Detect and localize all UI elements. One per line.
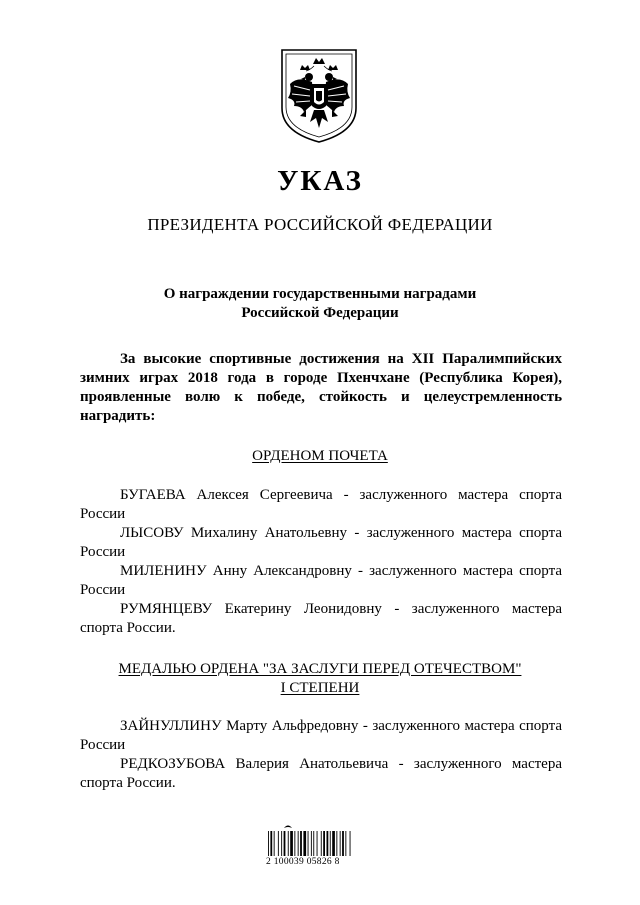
- barcode-bar: [268, 831, 269, 856]
- decree-heading: [0, 285, 640, 323]
- barcode-icon: [266, 822, 366, 878]
- award-title-line: МЕДАЛЬЮ ОРДЕНА "ЗА ЗАСЛУГИ ПЕРЕД ОТЕЧЕСТВОМ": [118, 661, 522, 677]
- barcode-bar: [330, 831, 331, 856]
- barcode-bar: [274, 831, 275, 856]
- barcode-number: 2 100039 05826 8: [266, 857, 340, 867]
- barcode-bar: [350, 831, 351, 856]
- barcode-bar: [342, 831, 344, 856]
- barcode-bar: [278, 831, 279, 856]
- award-section-title: [0, 447, 640, 466]
- barcode-bar: [321, 831, 322, 856]
- award-section-title: [0, 660, 640, 698]
- barcode-bar: [332, 831, 335, 856]
- award-recipient: ЗАЙНУЛЛИНУ Марту Альфредовну - заслуженного мастера спорта России: [80, 718, 562, 753]
- barcode-bar: [327, 831, 329, 856]
- barcode-bar: [313, 831, 314, 856]
- barcode-bar: [308, 831, 309, 856]
- award-recipient: РУМЯНЦЕВУ Екатерину Леонидовну - заслуженного мастера спорта России.: [80, 601, 562, 636]
- barcode-bar: [270, 831, 272, 856]
- barcode-bar: [288, 831, 289, 856]
- barcode-bar: [294, 831, 295, 856]
- barcode-bar: [303, 831, 306, 856]
- document-title: УКАЗ: [277, 165, 363, 197]
- barcode-bar: [311, 831, 312, 856]
- barcode-bar: [298, 831, 299, 856]
- decree-intro-paragraph: [80, 350, 562, 426]
- award-recipient: БУГАЕВА Алексея Сергеевича - заслуженного мастера спорта России: [80, 487, 562, 522]
- decree-intro-text: За высокие спортивные достижения на XII Паралимпийских зимних играх 2018 года в городе Пхенчхане (Республика Корея), проявленные волю к победе, стойкость и целеустремленность наградить:: [80, 351, 562, 424]
- award-list: [80, 486, 562, 638]
- barcode-bar: [323, 831, 325, 856]
- barcode-bar: [336, 831, 337, 856]
- document-subtitle: ПРЕЗИДЕНТА РОССИЙСКОЙ ФЕДЕРАЦИИ: [147, 215, 493, 234]
- award-recipient: ЛЫСОВУ Михалину Анатольевну - заслуженного мастера спорта России: [80, 525, 562, 560]
- barcode-bar: [317, 831, 318, 856]
- barcode-bar: [284, 831, 286, 856]
- award-title-line: I СТЕПЕНИ: [280, 680, 360, 696]
- barcode-mark: [284, 826, 292, 829]
- barcode-bar: [290, 831, 293, 856]
- decree-heading-line: О награждении государственными наградами: [163, 286, 477, 302]
- barcode-bar: [340, 831, 341, 856]
- barcode-bar: [345, 831, 346, 856]
- barcode-bar: [281, 831, 282, 856]
- award-title-line: ОРДЕНОМ ПОЧЕТА: [252, 448, 388, 464]
- award-recipient: МИЛЕНИНУ Анну Александровну - заслуженного мастера спорта России: [80, 563, 562, 598]
- decree-heading-line: Российской Федерации: [241, 305, 399, 321]
- award-recipient: РЕДКОЗУБОВА Валерия Анатольевича - заслуженного мастера спорта России.: [80, 756, 562, 791]
- coat-of-arms-icon: [276, 46, 362, 144]
- barcode-bar: [300, 831, 302, 856]
- award-list: [80, 717, 562, 793]
